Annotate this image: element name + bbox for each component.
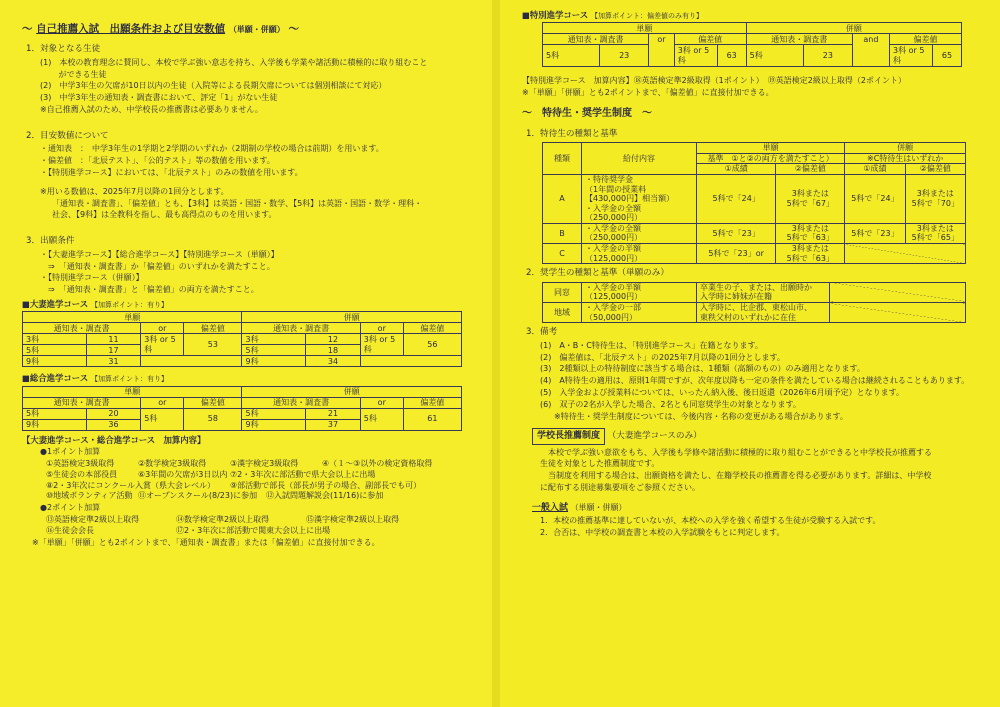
col-hensa: 偏差値 [184,397,242,408]
list-item [46,470,476,481]
table-cell: 31 [86,356,141,367]
col-tsuchi: 通知表・調査書 [242,323,360,334]
tokushin-heading [522,10,982,21]
table-header-tan: 単願 [23,386,242,397]
kasan-1pt-list [46,459,476,502]
table-cell: 3科または 5科で「63」 [776,244,845,264]
t1-heading: 1．特待生の種類と基準 [526,128,618,139]
table-row [543,244,966,264]
table-cell: 5科 [746,45,803,67]
general-heading-text: 一般入試 [532,502,569,513]
list-item: ができる生徒 [40,69,107,79]
principal-text [540,448,982,494]
scholarship-title: ～ 特待生・奨学生制度 ～ [522,108,652,120]
table-header-hei: 併願 [746,23,961,34]
table-cell: 3科または 5科で「67」 [776,174,845,223]
table-header-hei: 併願 [242,386,462,397]
list-item: ・【特別進学コース】においては、「北辰テスト」のみの数値を用います。 [40,167,303,177]
col-or: or [360,323,403,334]
kasan-2pt-heading: ●2ポイント加算 [40,503,101,513]
col-kind: 種類 [543,143,582,175]
paragraph-line: 当制度を利用する場合は、出願資格を満たし、在籍学校長の推薦書を得る必要があります。詳細は、中学校 [548,471,932,481]
col-or: or [141,397,184,408]
table-cell: 23 [600,45,649,67]
list-item: ⑬英語検定準2級以上取得 [46,514,140,524]
general-heading-sub: （単願・併願） [570,502,627,512]
otsuma-course-heading [22,299,476,310]
table-cell: 65 [932,45,961,67]
title-prefix: ～ [22,23,33,35]
right-page [500,0,1000,707]
list-item [46,481,476,492]
tokushin-table [542,22,962,67]
list-item: ⇒ 「通知表・調査書」か「偏差値」のいずれかを満たすこと。 [48,261,275,271]
table-cell: ・入学金の半額 （125,000円） [582,244,697,264]
table-cell: 11 [86,334,141,345]
t2-heading: 2．奨学生の種類と基準（単願のみ） [526,268,669,279]
col-hensa: ②偏差値 [905,164,965,175]
table-cell: 37 [306,419,361,430]
section-2-heading: 2．目安数値について [26,130,109,141]
kasan-1pt-heading: ●1ポイント加算 [40,447,101,457]
list-item: ⑯生徒会会長 [46,525,94,535]
table-cell: 23 [803,45,852,67]
table-cell: 9科 [242,419,306,430]
col-tsuchi: 通知表・調査書 [746,34,852,45]
table-cell: 18 [306,345,361,356]
list-item: ※自己推薦入試のため、中学校長の推薦書は必要ありません。 [40,104,263,114]
paragraph-line: に配布する別途募集要項をご参照ください。 [540,482,700,492]
list-item: 社会、【9科】は全教科を指し、最も高得点のものを用います。 [52,210,277,220]
col-seiseki: ①成績 [697,164,776,175]
table-header-tan: 単願 [23,312,242,323]
table-cell: 58 [184,408,242,430]
kasan-note: ※「単願」「併願」とも2ポイントまで、「通知表・調査書」または「偏差値」に直接付加できる。 [32,537,380,547]
list-item: ⑩地域ボランティア活動 [46,491,133,501]
col-tsuchi: 通知表・調査書 [23,397,141,408]
table-cell: 5科で「23」 [697,223,776,243]
table-cell: 3科 or 5科 [889,45,932,67]
list-item: (1) 本校の教育理念に賛同し、本校で学ぶ強い意志を持ち、入学後も学業や諸活動に積極的に取り組むこと [40,57,428,67]
table-cell: 34 [306,356,361,367]
list-item [46,459,476,470]
table-cell-empty [360,356,461,367]
section-3-list [40,250,476,296]
table-cell: 入学時に、比企郡、東松山市、 東秩父村のいずれかに在住 [697,303,830,323]
table-cell: 5科 [360,408,403,430]
left-page [0,0,492,707]
tokutai-table [542,142,966,264]
list-item: ⑭数学検定準2級以上取得 [176,514,270,524]
otsuma-course-table [22,311,462,367]
table-cell: 21 [306,408,361,419]
table-cell-na [830,303,966,323]
list-item: ・通知表 ： 中学3年生の1学期と2学期のいずれか（2期制の学校の場合は前期）を用います。 [40,144,384,154]
list-item: ⇒ 「通知表・調査書」と「偏差値」の両方を満たすこと。 [48,285,259,295]
col-content: 給付内容 [582,143,697,175]
table-row [543,303,966,323]
table-cell: 5科 [23,345,87,356]
table-cell: 5科 [242,408,306,419]
list-item: ⑧2・3年次にコンクール入賞（県大会レベル） [46,480,216,490]
table-cell: 5科で「23」or [697,244,776,264]
tokushin-kasan: 【特別進学コース 加算内容】⑱英語検定準2級取得（1ポイント） ⑲英語検定2級以上取得（2ポイント） [522,76,906,86]
list-item: (4) A特待生の適用は、原則1年間ですが、次年度以降も一定の条件を満たしている場合は継続されることもあります。 [540,376,970,386]
list-item: ③漢字検定3級取得 [230,458,299,468]
principal-heading-text: 学校長推薦制度 [532,428,605,444]
list-item: (1) A・B・C特待生は、「特別進学コース」在籍となります。 [540,340,763,350]
list-item: ④（１～③以外の検定資格取得 [322,458,433,468]
list-item: ⑦2・3年次に部活動で県大会以上に出場 [230,469,376,479]
table-cell: 9科 [242,356,306,367]
list-item: ※用いる数値は、2025年7月以降の1回分とします。 [40,186,229,196]
sogo-note: 【加算ポイント：有り】 [91,375,169,384]
table-cell: ・入学金の一部 （50,000円） [582,303,697,323]
tokushin-kasan-note: ※「単願」「併願」とも2ポイントまで、「偏差値」に直接付加できる。 [522,88,774,98]
section-1-heading: 1．対象となる生徒 [26,44,101,55]
col-seiseki: ①成績 [845,164,905,175]
list-item: ※特待生・奨学生制度については、今後内容・名称の変更がある場合があります。 [554,411,848,421]
table-cell: 5科で「23」 [845,223,905,243]
shogaku-table [542,282,966,323]
title-main: 自己推薦入試 出願条件および目安数値 [36,23,226,35]
table-cell: ・入学金の半額 （125,000円） [582,282,697,302]
kasan-heading: 【大妻進学コース・総合進学コース 加算内容】 [22,434,206,445]
table-cell: C [543,244,582,264]
title-suffix: ～ [288,23,299,35]
col-tsuchi: 通知表・調査書 [23,323,141,334]
list-item: (3) 中学3年生の通知表・調査書において、評定「1」がない生徒 [40,93,278,103]
list-item: 「通知表・調査書」、「偏差値」とも、【3科】は英語・国語・数学、【5科】は英語・国語・数学・理科・ [52,198,423,208]
left-title [22,22,476,36]
col-hensa: 偏差値 [403,397,461,408]
table-cell: 3科 [23,334,87,345]
table-row [543,174,966,223]
table-cell: 5科 [242,345,306,356]
table-cell: A [543,174,582,223]
table-cell: 3科または 5科で「70」 [905,174,965,223]
otsuma-heading-text: ■大妻進学コース [22,298,89,309]
table-cell: 12 [306,334,361,345]
paragraph-line: 本校で学ぶ強い意欲をもち、入学後も学修や諸活動に積極的に取り組むことができると中学校長が推薦する [548,447,932,457]
list-item [46,526,476,537]
table-cell: 20 [86,408,141,419]
list-item: ⑰2・3年次に部活動で関東大会以上に出場 [176,525,331,535]
list-item [46,515,476,526]
table-cell: 3科または 5科で「65」 [905,223,965,243]
col-hensa: 偏差値 [403,323,461,334]
table-cell: 5科で「24」 [845,174,905,223]
table-cell: 3科または 5科で「63」 [776,223,845,243]
table-cell: 3科 [242,334,306,345]
col-and: and [852,34,889,45]
col-hensa: 偏差値 [889,34,961,45]
list-item: ⑪オープンスクール(8/23)に参加 [138,491,258,501]
table-cell: 卒業生の子、または、出願時か 入学時に姉妹が在籍 [697,282,830,302]
tokushin-heading-text: ■特別進学コース [522,10,589,20]
table-cell: 5科 [543,45,600,67]
col-hensa: 偏差値 [184,323,242,334]
list-item: ・【大妻進学コース】【総合進学コース】【特別進学コース（単願）】 [40,249,279,259]
list-item: ⑫入試問題解説会(11/16)に参加 [266,491,384,501]
table-cell: 3科 or 5科 [141,334,184,356]
table-cell: 同窓 [543,282,582,302]
page-gutter [492,0,500,707]
list-item: 2．合否は、中学校の調査書と本校の入学試験をもとに判定します。 [540,527,785,537]
col-or: or [360,397,403,408]
list-item: ⑮漢字検定準2級以上取得 [306,514,400,524]
table-cell: 地域 [543,303,582,323]
table-cell: 3科 or 5科 [674,45,717,67]
otsuma-note: 【加算ポイント：有り】 [91,300,169,309]
sogo-course-table [22,386,462,431]
list-item: (2) 偏差値は、「北辰テスト」の2025年7月以降の1回分とします。 [540,352,785,362]
col-hensa: 偏差値 [674,34,746,45]
principal-heading-sub: （大妻進学コースのみ） [607,431,702,442]
general-heading [532,502,982,514]
principal-heading [532,428,982,444]
list-item: ②数学検定3級取得 [138,458,207,468]
list-item: ・偏差値 ：「北辰テスト」、「公的テスト」等の数値を用います。 [40,156,275,166]
table-cell: 36 [86,419,141,430]
section-3-heading: 3．出願条件 [26,236,75,247]
table-cell: ・入学金の全額 （250,000円） [582,223,697,243]
list-item: ・【特別進学コース（併願）】 [40,273,144,283]
table-cell-na [845,244,966,264]
table-cell: 5科で「24」 [697,174,776,223]
kasan-section [40,447,476,536]
section-2-list [40,144,476,221]
table-cell: 9科 [23,419,87,430]
sogo-heading-text: ■総合進学コース [22,373,89,384]
t3-list [540,341,982,423]
table-cell-na [830,282,966,302]
table-row [543,282,966,302]
table-header-tan: 単願 [697,143,845,154]
table-cell: ・特待奨学金 （1年間の授業料 【430,000円】相当額） ・入学金の全額 （250,000円） [582,174,697,223]
table-cell: 53 [184,334,242,356]
general-list [540,516,982,539]
list-item: ⑨部活動で部長（部長が男子の場合、副部長でも可） [230,480,422,490]
list-item: ⑤生徒会の本部役員 [46,469,118,479]
list-item [46,491,476,502]
tokushin-note: 【加算ポイント：偏差値のみ有り】 [591,12,704,20]
table-cell: 63 [717,45,746,67]
list-item: (6) 双子の2名が入学した場合、2名とも同窓奨学生の対象となります。 [540,399,801,409]
table-cell: B [543,223,582,243]
section-1-list [40,58,476,116]
sogo-course-heading [22,373,476,384]
col-or: or [141,323,184,334]
list-item: ①英語検定3級取得 [46,458,115,468]
paragraph-line: 生徒を対象とした推薦制度です。 [540,459,660,469]
list-item: (5) 入学金および授業料については、いったん納入後、後日返還（2026年6月頃予定）となります。 [540,388,904,397]
table-header-hei: 併願 [845,143,966,154]
list-item: (2) 中学3年生の欠席が10日以内の生徒（入院等による長期欠席については個別相談にて対応） [40,81,387,91]
table-cell: 5科 [141,408,184,430]
table-cell: 61 [403,408,461,430]
table-cell: 3科 or 5科 [360,334,403,356]
kasan-2pt-list [46,515,476,537]
list-item: (3) 2種類以上の特待制度に該当する場合は、1種類（高額のもの）のみ適用となります。 [540,364,865,374]
table-cell: 5科 [23,408,87,419]
table-row [543,223,966,243]
table-cell: 17 [86,345,141,356]
hei-criteria: ※C特待生はいずれか [845,153,966,164]
col-or: or [649,34,675,45]
tan-criteria: 基準 ①と②の両方を満たすこと） [697,153,845,164]
table-header-hei: 併願 [242,312,462,323]
table-header-tan: 単願 [543,23,747,34]
table-cell: 9科 [23,356,87,367]
col-tsuchi: 通知表・調査書 [543,34,649,45]
table-cell-empty [141,356,242,367]
list-item: 1．本校の推薦基準に達していないが、本校への入学を強く希望する生徒が受験する入試です。 [540,515,881,525]
table-cell: 56 [403,334,461,356]
title-sub: （単願・併願） [228,25,285,34]
col-tsuchi: 通知表・調査書 [242,397,360,408]
t3-heading: 3．備考 [526,327,558,338]
col-hensa: ②偏差値 [776,164,845,175]
list-item: ⑥3年間の欠席が3日以内 [138,469,228,479]
